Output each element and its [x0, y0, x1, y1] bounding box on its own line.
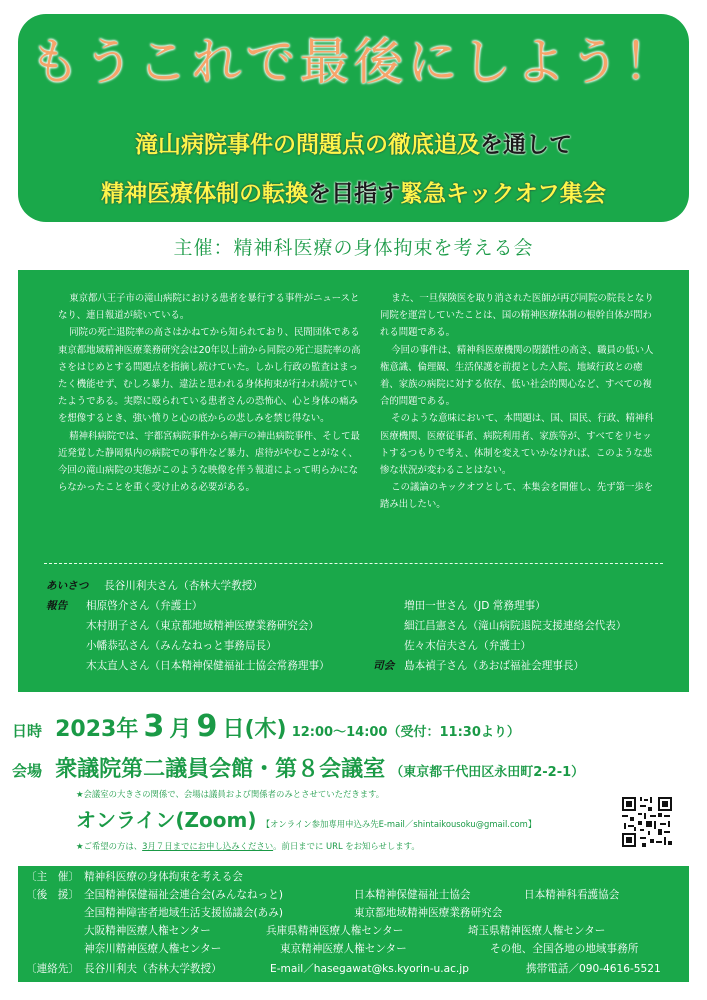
speaker-7: 佐々木信夫さん（弁護士） — [404, 640, 532, 652]
apply-note: ★ご希望の方は、3月７日までにお申し込みください。前日までに URL をお知らせします。 — [76, 841, 420, 851]
speaker-6: 細江昌憲さん（滝山病院退院支援連絡会代表） — [404, 620, 627, 632]
speaker-4: 木太直人さん（日本精神保健福祉士協会常務理事） — [86, 660, 330, 672]
supporter: 日本精神科看護協会 — [524, 889, 620, 901]
supporter: 全国精神保健福祉会連合会(みんなねっと) — [84, 889, 283, 901]
event-year: 2023年 — [55, 717, 139, 742]
greeting-role: あいさつ — [46, 580, 89, 592]
body-paragraph: 東京都八王子市の滝山病院における患者を暴行する事件がニュースとなり、連日報道が続いている。 — [58, 293, 360, 322]
body-paragraph: また、一旦保険医を取り消された医師が再び同院の院長となり同院を運営していたことは、国の精神医療体制の根幹自体が問われる問題である。 — [380, 293, 654, 339]
supporter: 全国精神障害者地域生活支援協議会(あみ) — [84, 907, 283, 919]
main-title: もうこれで最後にしよう！ — [29, 33, 678, 91]
subtitle-2b: を目指す — [308, 181, 401, 207]
speaker-1: 相原啓介さん（弁護士） — [86, 600, 203, 612]
host-name: 精神科医療の身体拘束を考える会 — [84, 871, 243, 883]
mc-speaker: 島本禎子さん（あおば福祉会理事長） — [404, 660, 585, 672]
subtitle-1a: 滝山病院事件の問題点の徹底追及 — [135, 132, 480, 158]
event-month: 3 — [143, 709, 165, 744]
subtitle-line-2 — [18, 179, 689, 209]
hero-banner — [18, 14, 689, 222]
body-paragraph: 同院の死亡退院率の高さはかねてから知られており、民間団体である東京都地域精神医療業務研究会は20年以上前から同院の死亡退院率の高さをはじめとする問題点を指摘し続けていた。しかし行政の監査はまったく機能せず、むしろ暴力、違法と思われる身体拘束が行われ続けていたようである。実際に殴られている患者さんの恐怖心、心と身体の痛みを想像するとき、強い憤りと心の底からの悲しみを禁じ得ない。 — [58, 327, 361, 425]
venue-address: （東京都千代田区永田町2-2-1） — [390, 765, 585, 780]
apply-deadline: 3月７日までにお申し込みください — [142, 841, 274, 851]
supporter: その他、全国各地の地域事務所 — [490, 943, 639, 955]
supporter: 神奈川精神医療人権センター — [84, 943, 222, 955]
body-left-column — [58, 290, 362, 496]
speaker-2: 木村朋子さん（東京都地域精神医療業務研究会） — [86, 620, 320, 632]
qr-code-icon — [622, 797, 672, 847]
event-weekday: (木) — [244, 717, 287, 742]
speaker-5: 増田一世さん（JD 常務理事） — [404, 600, 546, 612]
online-info — [76, 804, 536, 833]
footer-panel — [18, 866, 689, 982]
report-role: 報告 — [46, 600, 68, 612]
supporter: 大阪精神医療人権センター — [84, 925, 211, 937]
speaker-3: 小幡恭弘さん（みんなねっと事務局長） — [86, 640, 277, 652]
support-label: 〔後 援〕 — [26, 889, 79, 901]
venue-label: 会場 — [12, 762, 43, 780]
body-paragraph: 精神科病院では、宇都宮病院事件から神戸の神出病院事件、そして最近発覚した静岡県内の病院での事件など暴力、虐待がやむことがなく、今回の滝山病院の実態がこのような映像を伴う報道によって明らかにならなかったことを重く受け止める必要がある。 — [58, 430, 360, 494]
contact-name: 長谷川利夫（杏林大学教授） — [84, 963, 222, 975]
contact-label: 〔連絡先〕 — [26, 963, 79, 975]
event-venue — [12, 752, 702, 783]
subtitle-1b: を通して — [480, 132, 572, 158]
event-month-unit: 月 — [169, 717, 192, 742]
subtitle-2a: 精神医療体制の転換 — [101, 181, 309, 207]
body-paragraph: そのような意味において、本問題は、国、国民、行政、精神科医療機関、医療従事者、病院利用者、家族等が、すべてをリセットするつもりで考え、体制を変えていかなければ、このような悲惨な状況が変わることはない。 — [380, 413, 654, 477]
date-label: 日時 — [12, 722, 43, 740]
host-label: 〔主 催〕 — [26, 871, 79, 883]
subtitle-2c: 緊急キックオフ集会 — [400, 181, 606, 207]
venue-note: ★会議室の大きさの関係で、会場は議員および関係者のみとさせていただきます。 — [76, 789, 385, 799]
greeting-speaker: 長谷川利夫さん（杏林大学教授） — [104, 580, 263, 592]
supporter: 東京都地域精神医療業務研究会 — [354, 907, 503, 919]
event-day-unit: 日 — [222, 717, 245, 742]
supporter: 東京精神医療人権センター — [280, 943, 407, 955]
mc-role: 司会 — [373, 660, 395, 672]
organizer-line: 主催：精神科医療の身体拘束を考える会 — [173, 237, 534, 259]
supporter: 兵庫県精神医療人権センター — [266, 925, 404, 937]
venue-name: 衆議院第二議員会館・第８会議室 — [55, 757, 386, 782]
subtitle-line-1 — [18, 130, 689, 160]
event-time: 12:00～14:00（受付：11:30より） — [291, 725, 520, 740]
event-datetime — [12, 709, 702, 744]
contact-email[interactable]: E-mail／hasegawat@ks.kyorin-u.ac.jp — [270, 963, 469, 975]
main-panel — [18, 270, 689, 692]
speakers-list — [18, 570, 689, 690]
online-email-note: 【オンライン参加専用申込み先E-mail／shintaikousoku@gmail.com】 — [261, 819, 537, 829]
contact-phone: 携帯電話／090-4616-5521 — [526, 963, 661, 975]
body-paragraph: 今回の事件は、精神科医療機関の閉鎖性の高さ、職員の低い人権意識、倫理観、生活保護を前提とした入院、地域行政との癒着、家族の病院に対する依存、低い社会的関心など、すべての複合的問題である。 — [380, 344, 654, 408]
online-label: オンライン(Zoom) — [76, 808, 257, 832]
event-day: 9 — [196, 709, 218, 744]
body-right-column — [380, 290, 656, 514]
body-paragraph: この議論のキックオフとして、本集会を開催し、先ず第一歩を踏み出したい。 — [380, 482, 654, 511]
section-divider — [44, 563, 663, 564]
supporter: 日本精神保健福祉士協会 — [354, 889, 471, 901]
supporter: 埼玉県精神医療人権センター — [468, 925, 606, 937]
